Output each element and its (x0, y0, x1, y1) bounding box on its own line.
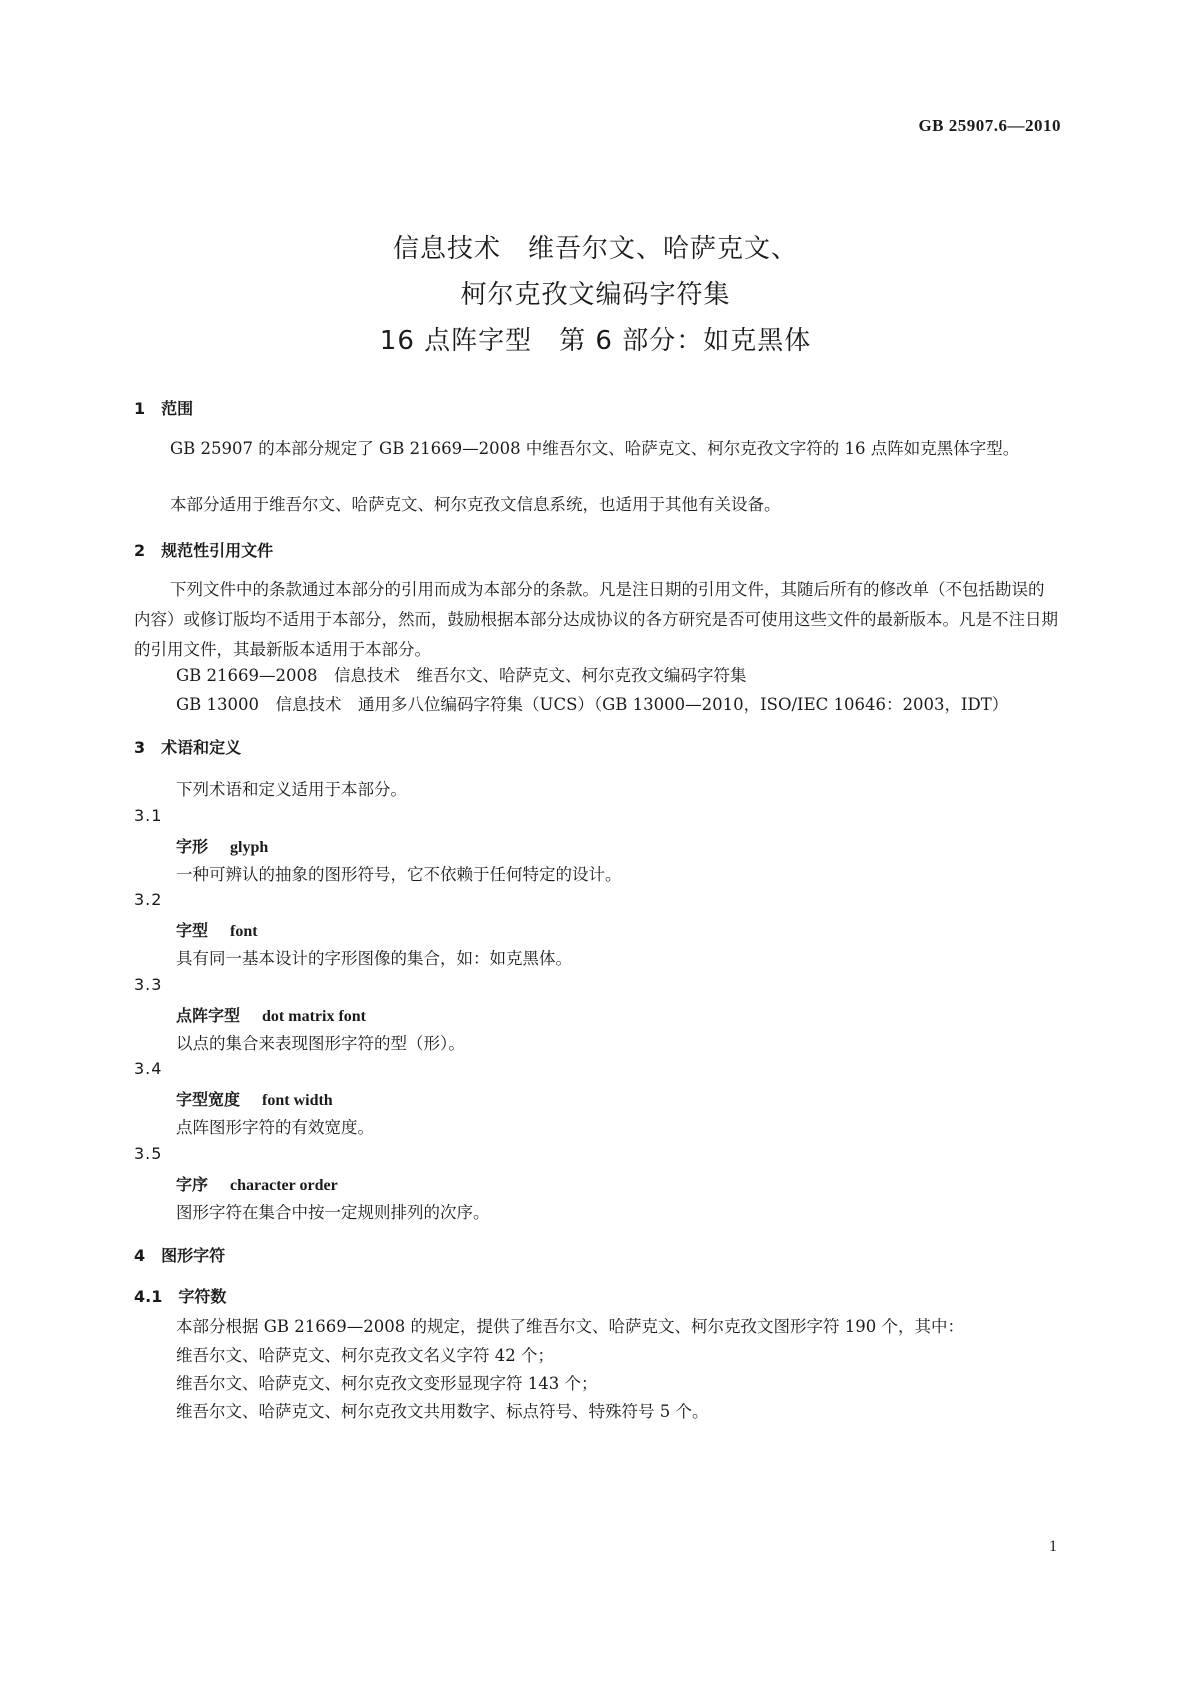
term-zh: 点阵字型 (176, 1006, 241, 1025)
term-en: font (230, 923, 258, 940)
section-1-paragraph-1: GB 25907 的本部分规定了 GB 21669—2008 中维吾尔文、哈萨克文、柯尔克孜文字符的 16 点阵如克黑体字型。 (170, 439, 1020, 458)
section-2-heading: 2 规范性引用文件 (134, 541, 274, 560)
term-number: 3.1 (134, 806, 163, 825)
term-number: 3.3 (134, 975, 163, 994)
title-line-2: 柯尔克孜文编码字符集 (460, 280, 731, 310)
section-4-paragraph-1: 本部分根据 GB 21669—2008 的规定，提供了维吾尔文、哈萨克文、柯尔克孜文图形字符 190 个，其中： (176, 1317, 965, 1336)
title-line-3: 16 点阵字型 第 6 部分：如克黑体 (379, 326, 812, 356)
term-title (176, 918, 258, 941)
section-3-heading: 3 术语和定义 (134, 738, 242, 757)
reference-gb13000: GB 13000 信息技术 通用多八位编码字符集（UCS）（GB 13000—2010，ISO/IEC 10646：2003，IDT） (176, 695, 1009, 714)
term-zh: 字序 (176, 1175, 209, 1194)
reference-gb21669: GB 21669—2008 信息技术 维吾尔文、哈萨克文、柯尔克孜文编码字符集 (176, 666, 747, 685)
section-4-line-3: 维吾尔文、哈萨克文、柯尔克孜文共用数字、标点符号、特殊符号 5 个。 (176, 1402, 709, 1421)
term-en: dot matrix font (262, 1008, 366, 1025)
term-en: glyph (230, 839, 269, 856)
term-title (176, 1003, 366, 1026)
section-2-paragraph-1: 下列文件中的条款通过本部分的引用而成为本部分的条款。凡是注日期的引用文件，其随后所有的修改单（不包括勘误的内容）或修订版均不适用于本部分，然而，鼓励根据本部分达成协议的各方研究是否可使用这些文件的最新版本。凡是不注日期的引用文件，其最新版本适用于本部分。 (134, 580, 1058, 659)
term-title (176, 1087, 333, 1110)
section-1-heading: 1 范围 (134, 399, 194, 418)
term-number: 3.5 (134, 1144, 163, 1163)
term-zh: 字型宽度 (176, 1090, 241, 1109)
term-definition: 具有同一基本设计的字形图像的集合，如：如克黑体。 (176, 949, 572, 968)
document-title (0, 226, 1191, 364)
section-4-line-1: 维吾尔文、哈萨克文、柯尔克孜文名义字符 42 个； (176, 1346, 554, 1365)
term-en: character order (230, 1177, 338, 1194)
term-number: 3.4 (134, 1059, 163, 1078)
term-zh: 字型 (176, 921, 209, 940)
page-number: 1 (1049, 1538, 1057, 1555)
section-4-heading: 4 图形字符 (134, 1246, 226, 1265)
section-3-intro: 下列术语和定义适用于本部分。 (176, 780, 407, 799)
subsection-4-1-heading: 4.1 字符数 (134, 1287, 227, 1306)
term-en: font width (262, 1092, 333, 1109)
term-zh: 字形 (176, 837, 209, 856)
term-title (176, 834, 268, 857)
term-definition: 以点的集合来表现图形字符的型（形）。 (176, 1034, 465, 1053)
term-definition: 图形字符在集合中按一定规则排列的次序。 (176, 1203, 490, 1222)
title-line-1: 信息技术 维吾尔文、哈萨克文、 (392, 234, 798, 264)
section-4-line-2: 维吾尔文、哈萨克文、柯尔克孜文变形显现字符 143 个； (176, 1374, 598, 1393)
standard-code: GB 25907.6—2010 (918, 116, 1061, 135)
term-definition: 点阵图形字符的有效宽度。 (176, 1118, 374, 1137)
term-definition: 一种可辨认的抽象的图形符号，它不依赖于任何特定的设计。 (176, 865, 622, 884)
term-number: 3.2 (134, 890, 163, 909)
section-1-paragraph-2: 本部分适用于维吾尔文、哈萨克文、柯尔克孜文信息系统，也适用于其他有关设备。 (170, 495, 781, 514)
term-title (176, 1172, 338, 1195)
